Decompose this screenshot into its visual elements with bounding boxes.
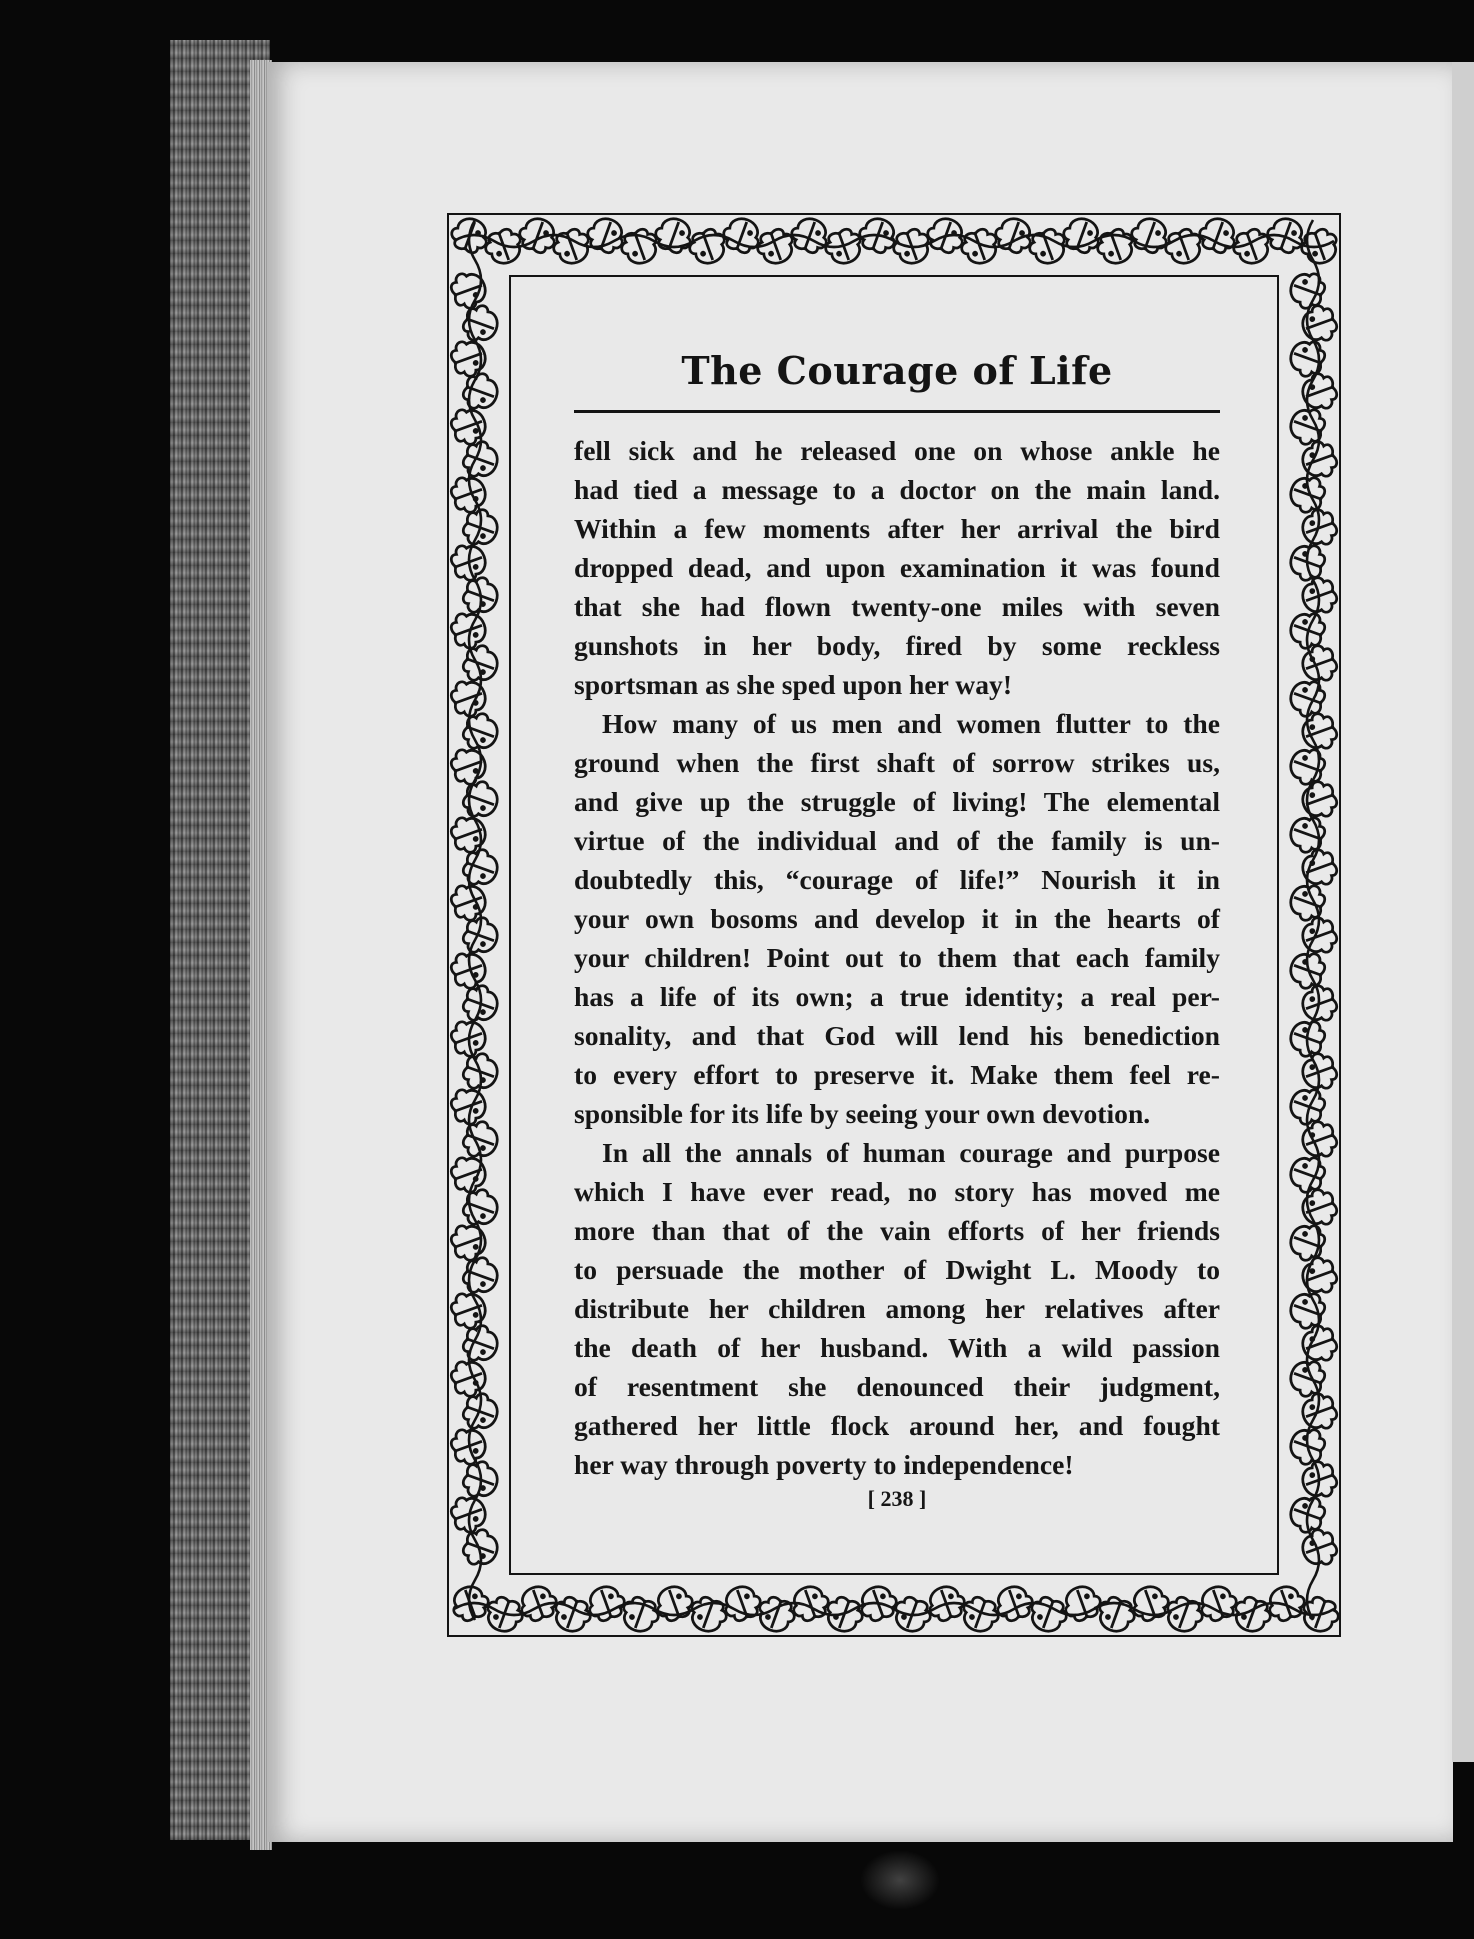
line: dropped dead, and upon examination it was found [574,552,1220,583]
line: her way through poverty to independence! [574,1449,1074,1480]
line-text: How many of us men and women flutter to the [602,708,1220,739]
line [574,1133,1220,1172]
line-text: In all the annals of human courage and purpose [602,1137,1220,1168]
line: ground when the first shaft of sorrow strikes us, [574,747,1220,778]
line: fell sick and he released one on whose ankle he [574,435,1220,466]
line [574,704,1220,743]
line: more than that of the vain efforts of her friends [574,1215,1220,1246]
facing-page-edge [1452,62,1474,1762]
line: that she had flown twenty-one miles with seven [574,591,1220,622]
line: had tied a message to a doctor on the main land. [574,474,1220,505]
line: of resentment she denounced their judgment, [574,1371,1220,1402]
line: to every effort to preserve it. Make them feel re- [574,1059,1220,1090]
line: virtue of the individual and of the family is un- [574,825,1220,856]
line: to persuade the mother of Dwight L. Moody to [574,1254,1220,1285]
line: and give up the struggle of living! The elemental [574,786,1220,817]
paragraph-3 [574,1133,1220,1484]
head-rule [574,410,1220,413]
line: your children! Point out to them that each family [574,942,1220,973]
line: doubtedly this, “courage of life!” Nourish it in [574,864,1220,895]
line: Within a few moments after her arrival the bird [574,513,1220,544]
paragraph-1 [574,431,1220,704]
line: gathered her little flock around her, and fought [574,1410,1220,1441]
line: sonality, and that God will lend his benediction [574,1020,1220,1051]
line: has a life of its own; a true identity; a real per- [574,981,1220,1012]
line: which I have ever read, no story has moved me [574,1176,1220,1207]
line: distribute her children among her relatives after [574,1293,1220,1324]
line: sponsible for its life by seeing your own devotion. [574,1098,1151,1129]
text-block [574,348,1220,1512]
line: the death of her husband. With a wild passion [574,1332,1220,1363]
line: your own bosoms and develop it in the hearts of [574,903,1220,934]
line: sportsman as she sped upon her way! [574,669,1013,700]
page-number: [ 238 ] [867,1486,927,1511]
running-head: The Courage of Life [681,348,1113,393]
scan-artifact [860,1850,940,1910]
paragraph-2 [574,704,1220,1133]
line: gunshots in her body, fired by some reckless [574,630,1220,661]
